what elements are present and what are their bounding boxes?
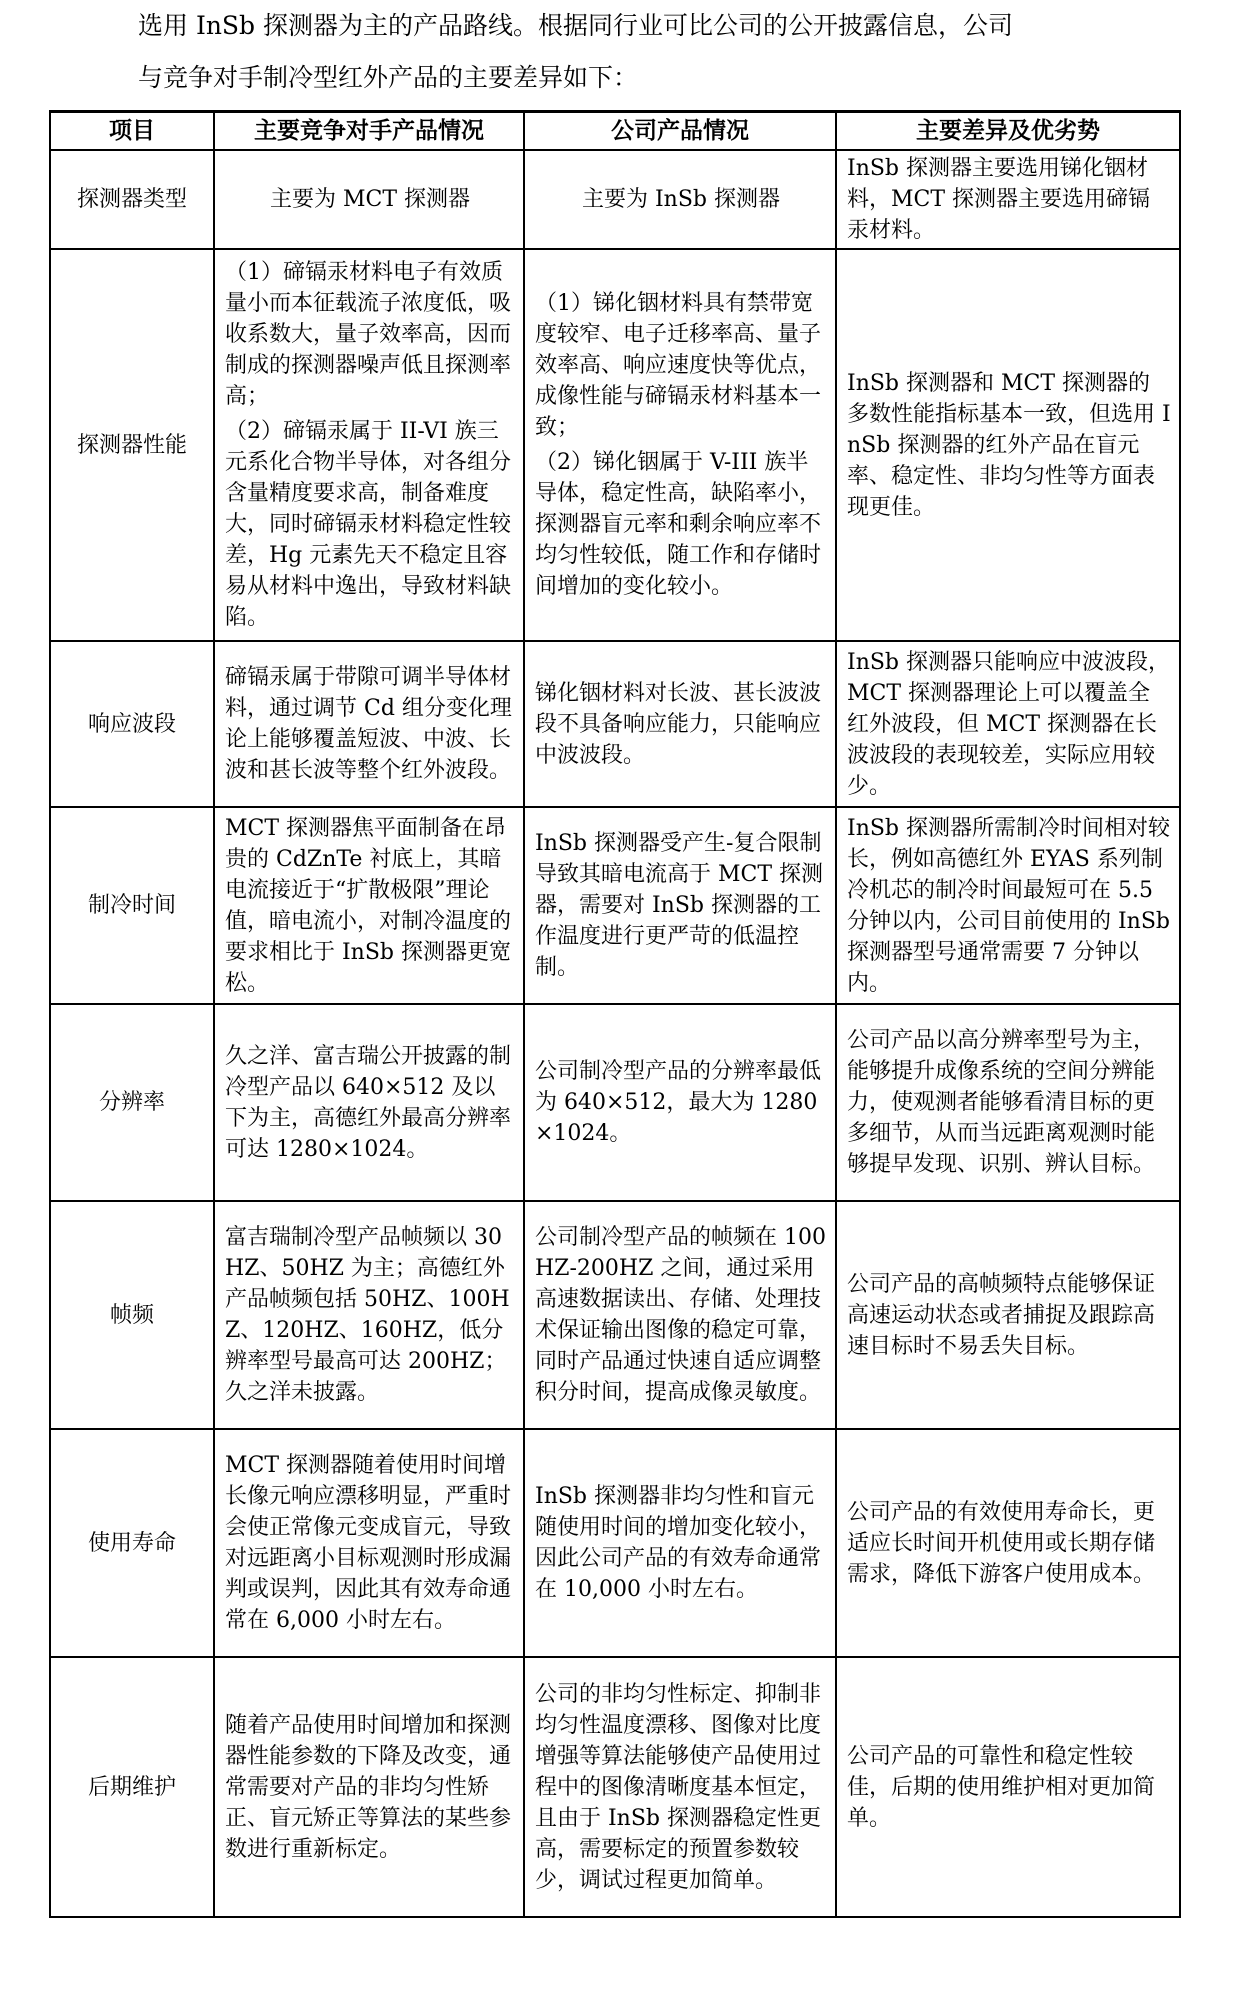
cell-text: InSb 探测器主要选用锑化铟材料，MCT 探测器主要选用碲镉汞材料。 [847, 156, 1151, 243]
cell-difference [836, 1201, 1180, 1429]
header-company: 公司产品情况 [524, 112, 836, 151]
cell-text: 久之洋、富吉瑞公开披露的制冷型产品以 640×512 及以下为主，高德红外最高分辨率可达 1280×1024。 [225, 1043, 512, 1162]
cell-text: 公司的非均匀性标定、抑制非均匀性温度漂移、图像对比度增强等算法能够使产品使用过程中的图像清晰度基本恒定，且由于 InSb 探测器稳定性更高，需要标定的预置参数较少，调试过程更加简单。 [535, 1681, 822, 1893]
row-item: 响应波段 [50, 641, 214, 807]
cell-company [524, 807, 836, 1004]
intro-line-1: 选用 InSb 探测器为主的产品路线。根据同行业可比公司的公开披露信息，公司 [138, 11, 1014, 40]
cell-text: 富吉瑞制冷型产品帧频以 30HZ、50HZ 为主；高德红外产品帧频包括 50HZ、100HZ、120HZ、160HZ，低分辨率型号最高可达 200HZ；久之洋未披露。 [225, 1225, 510, 1405]
row-item: 使用寿命 [50, 1429, 214, 1657]
cell-company [524, 249, 836, 641]
cell-company [524, 1657, 836, 1917]
header-competitor: 主要竞争对手产品情况 [214, 112, 524, 151]
cell-text: （2）锑化铟属于 V-III 族半导体，稳定性高，缺陷率小，探测器盲元率和剩余响应率不均匀性较低，随工作和存储时间增加的变化较小。 [535, 450, 822, 599]
cell-text: 公司产品的有效使用寿命长，更适应长时间开机使用或长期存储需求，降低下游客户使用成本。 [847, 1499, 1156, 1587]
cell-competitor [214, 641, 524, 807]
cell-text: 公司产品的高帧频特点能够保证高速运动状态或者捕捉及跟踪高速目标时不易丢失目标。 [847, 1271, 1156, 1359]
cell-text: 公司制冷型产品的分辨率最低为 640×512，最大为 1280×1024。 [535, 1059, 822, 1146]
cell-difference [836, 807, 1180, 1004]
row-item: 帧频 [50, 1201, 214, 1429]
cell-competitor [214, 150, 524, 249]
cell-text: InSb 探测器只能响应中波波段，MCT 探测器理论上可以覆盖全红外波段，但 MCT 探测器在长波波段的表现较差，实际应用较少。 [847, 649, 1171, 799]
comparison-table [49, 110, 1181, 1918]
cell-competitor [214, 1429, 524, 1657]
cell-competitor [214, 249, 524, 641]
cell-competitor [214, 1657, 524, 1917]
cell-text: 公司产品的可靠性和稳定性较佳，后期的使用维护相对更加简单。 [847, 1743, 1156, 1831]
cell-difference [836, 150, 1180, 249]
cell-company [524, 1201, 836, 1429]
cell-text: 公司产品以高分辨率型号为主，能够提升成像系统的空间分辨能力，使观测者能够看清目标的更多细节，从而当远距离观测时能够提早发现、识别、辨认目标。 [847, 1028, 1156, 1177]
cell-company [524, 150, 836, 249]
header-difference: 主要差异及优劣势 [836, 112, 1180, 151]
cell-text: MCT 探测器焦平面制备在昂贵的 CdZnTe 衬底上，其暗电流接近于“扩散极限”理论值，暗电流小，对制冷温度的要求相比于 InSb 探测器更宽松。 [225, 815, 512, 996]
row-item: 制冷时间 [50, 807, 214, 1004]
row-item: 探测器类型 [50, 150, 214, 249]
table-row [50, 150, 1180, 249]
cell-text: 随着产品使用时间增加和探测器性能参数的下降及改变，通常需要对产品的非均匀性矫正、盲元矫正等算法的某些参数进行重新标定。 [225, 1712, 512, 1862]
table-row [50, 1657, 1180, 1917]
cell-company [524, 1004, 836, 1201]
cell-text: （1）碲镉汞材料电子有效质量小而本征载流子浓度低，吸收系数大，量子效率高，因而制成的探测器噪声低且探测率高； [225, 260, 512, 409]
cell-difference [836, 1429, 1180, 1657]
cell-text: InSb 探测器所需制冷时间相对较长，例如高德红外 EYAS 系列制冷机芯的制冷时间最短可在 5.5 分钟以内，公司目前使用的 InSb 探测器型号通常需要 7 分钟以内。 [847, 815, 1171, 996]
cell-difference [836, 249, 1180, 641]
table-row [50, 807, 1180, 1004]
cell-text: 主要为 MCT 探测器 [269, 187, 471, 212]
cell-text: （1）锑化铟材料具有禁带宽度较窄、电子迁移率高、量子效率高、响应速度快等优点，成像性能与碲镉汞材料基本一致； [535, 291, 822, 440]
cell-company [524, 1429, 836, 1657]
cell-text: InSb 探测器非均匀性和盲元随使用时间的增加变化较小，因此公司产品的有效寿命通常在 10,000 小时左右。 [535, 1484, 822, 1602]
cell-text: 锑化铟材料对长波、甚长波波段不具备响应能力，只能响应中波波段。 [535, 680, 822, 768]
intro-line-2: 与竞争对手制冷型红外产品的主要差异如下： [138, 63, 639, 92]
cell-company [524, 641, 836, 807]
cell-text: 碲镉汞属于带隙可调半导体材料，通过调节 Cd 组分变化理论上能够覆盖短波、中波、长波和甚长波等整个红外波段。 [225, 665, 512, 783]
cell-difference [836, 1004, 1180, 1201]
intro-paragraph [138, 0, 1198, 104]
table-header-row [50, 112, 1180, 151]
cell-text: 公司制冷型产品的帧频在 100HZ-200HZ 之间，通过采用高速数据读出、存储、处理技术保证输出图像的稳定可靠，同时产品通过快速自适应调整积分时间，提高成像灵敏度。 [535, 1225, 826, 1405]
table-row [50, 1429, 1180, 1657]
cell-difference [836, 1657, 1180, 1917]
header-item: 项目 [50, 112, 214, 151]
cell-competitor [214, 1201, 524, 1429]
table-row [50, 641, 1180, 807]
table-row [50, 1201, 1180, 1429]
table-row [50, 249, 1180, 641]
cell-difference [836, 641, 1180, 807]
cell-text: InSb 探测器受产生-复合限制导致其暗电流高于 MCT 探测器，需要对 InSb 探测器的工作温度进行更严苛的低温控制。 [535, 831, 824, 980]
cell-competitor [214, 807, 524, 1004]
row-item: 探测器性能 [50, 249, 214, 641]
cell-text: （2）碲镉汞属于 II-VI 族三元系化合物半导体，对各组分含量精度要求高，制备难度大，同时碲镉汞材料稳定性较差，Hg 元素先天不稳定且容易从材料中逸出，导致材料缺陷。 [225, 419, 512, 630]
cell-competitor [214, 1004, 524, 1201]
cell-text: 主要为 InSb 探测器 [581, 187, 780, 212]
table-row [50, 1004, 1180, 1201]
cell-text: MCT 探测器随着使用时间增长像元响应漂移明显，严重时会使正常像元变成盲元，导致对远距离小目标观测时形成漏判或误判，因此其有效寿命通常在 6,000 小时左右。 [225, 1453, 512, 1633]
row-item: 分辨率 [50, 1004, 214, 1201]
cell-text: InSb 探测器和 MCT 探测器的多数性能指标基本一致，但选用 InSb 探测器的红外产品在盲元率、稳定性、非均匀性等方面表现更佳。 [847, 370, 1171, 520]
row-item: 后期维护 [50, 1657, 214, 1917]
